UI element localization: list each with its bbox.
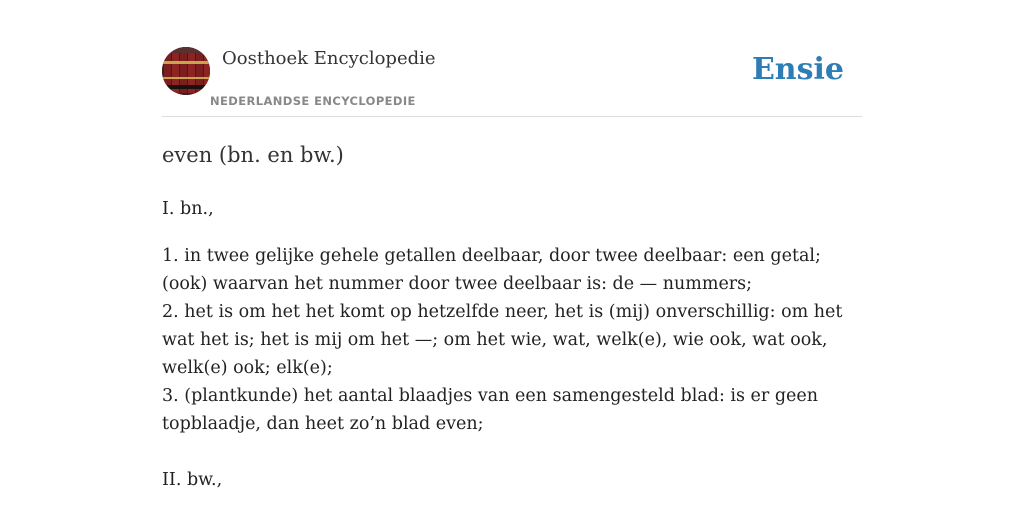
site-title[interactable]: Oosthoek Encyclopedie	[222, 48, 436, 69]
entry-content	[162, 140, 862, 494]
definition-list	[162, 242, 862, 438]
encyclopedia-books-icon[interactable]	[162, 47, 210, 95]
site-header	[162, 47, 862, 117]
section-label-adjective: I. bn.,	[162, 199, 214, 219]
definition-item: 1. in twee gelijke gehele getallen deelbaar, door twee deelbaar: een getal; (ook) waarvan het nummer door twee deelbaar is: de — nummers;	[162, 246, 821, 294]
entry-headword: even (bn. en bw.)	[162, 143, 344, 167]
brand-logo-link[interactable]: Ensie	[751, 52, 844, 87]
site-subtitle: NEDERLANDSE ENCYCLOPEDIE	[210, 94, 416, 108]
section-label-adverb: II. bw.,	[162, 470, 223, 490]
definition-item: 2. het is om het het komt op hetzelfde neer, het is (mij) onverschillig: om het wat het is; het is mij om het —; om het wie, wat, welk(e), wie ook, wat ook, welk(e) ook; elk(e);	[162, 302, 843, 378]
definition-item: 3. (plantkunde) het aantal blaadjes van een samengesteld blad: is er geen topblaadje, dan heet zo’n blad even;	[162, 386, 819, 434]
